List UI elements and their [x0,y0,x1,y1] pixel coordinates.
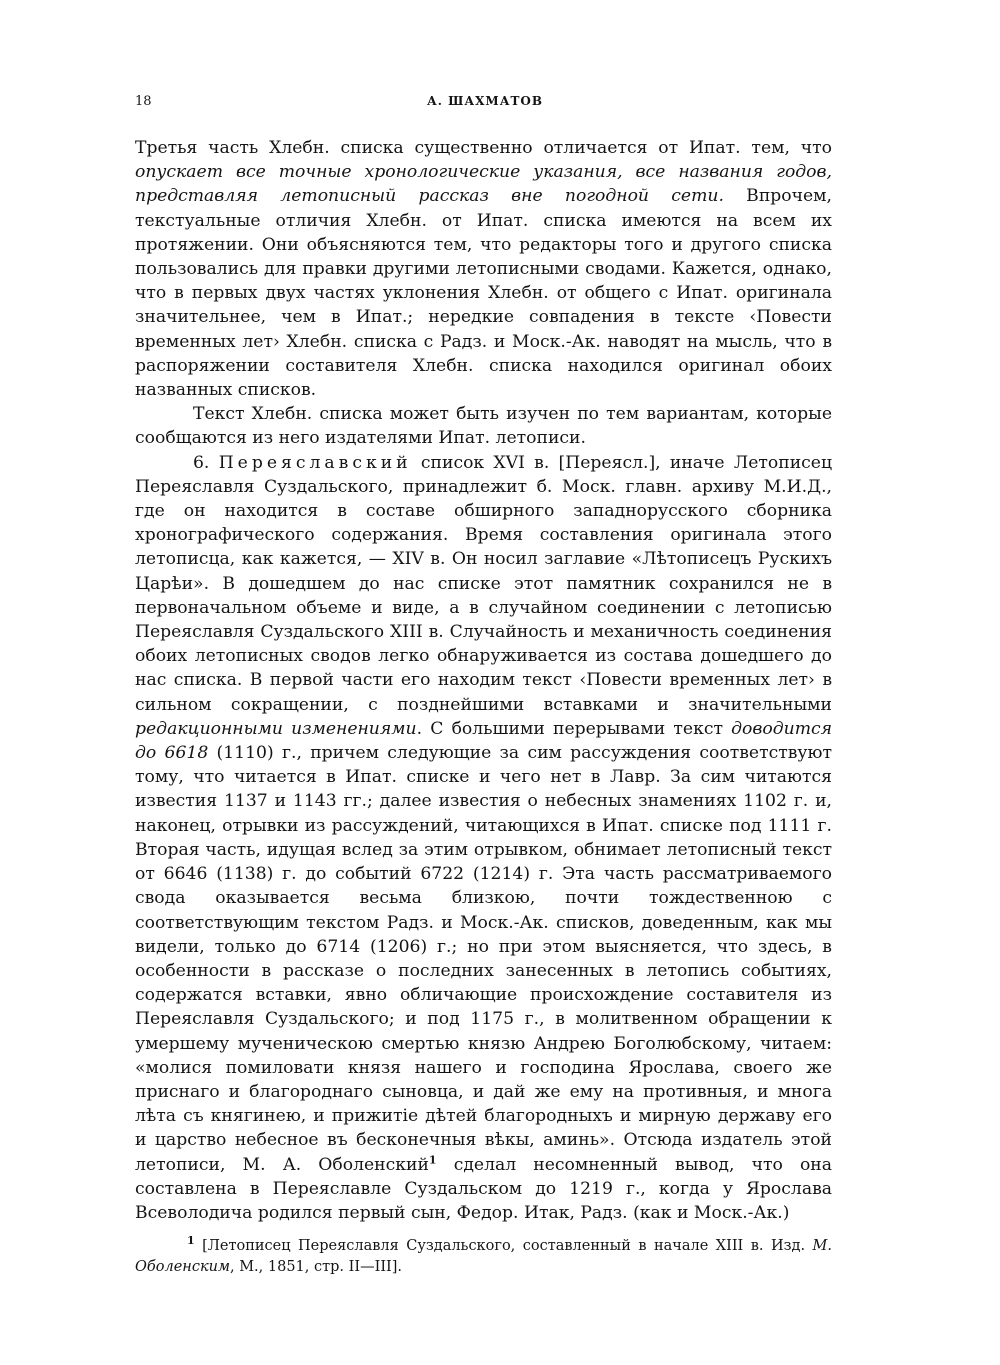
footnote [135,1236,832,1278]
paragraph-3-italic-2: доводится до 6618 [135,718,832,764]
footnote-marker: 1 [187,1234,195,1248]
footnote-text [135,1236,832,1278]
body-text [135,136,832,1225]
spaced-term: Переяславский [218,452,412,473]
paragraph-1-text-c: Впрочем, текстуальные отличия Хлебн. от Ипат. списка имеются на всем их протяжении. Они объясняются тем, что редакторы того и другого списка пользовались для правки другими летописными сводами. Кажется, однако, что в первых двух частях уклонения Хлебн. от общего с Ипат. оригинала значительнее, чем в Ипат.; нередкие совпадения в тексте ‹Повести временных лет› Хлебн. списка с Радз. и Моск.-Ак. наводят на мысль, что в распоряжении составителя Хлебн. списка находился оригинал обоих названных списков. [135,186,832,401]
page-header [135,94,835,116]
section-number: 6. [193,452,219,473]
paragraph-3-text-c: (1110) г., причем следующие за сим рассуждения соответствуют тому, что читается в Ипат. списке и чего нет в Лавр. За сим читаются известия 1137 и 1143 гг.; далее известия о небесных знамениях 1102 г. и, наконец, отрывки из рассуждений, читающихся в Ипат. списке под 1111 г. Вторая часть, идущая вслед за этим отрывком, обнимает летописный текст от 6646 (1138) г. до событий 6722 (1214) г. Эта часть рассматриваемого свода оказывается весьма близкою, почти тождественною с соответствующим текстом Радз. и Моск.-Ак. списков, доведенным, как мы видели, только до 6714 (1206) г.; но при этом выясняется, что здесь, в особенности в рассказе о последних занесенных в летопись событиях, содержатся вставки, явно обличающие происхождение составителя из Переяславля Суздальского; и под 1175 г., в молитвенном обращении к умершему мученическою смертью князю Андрею Боголюбскому, читаем: «молися помиловати князя нашего и господина Ярослава, своего же приснаго и благороднаго сыновца, и дай же ему на противныя, и многа лѣта съ княгинею, и прижитiе дѣтей благородныхъ и мирную державу его и царство небесное въ бесконечныя вѣкы, аминь». Отсюда издатель этой летописи, М. А. Оболенский [135,743,832,1175]
paragraph-1 [135,136,832,402]
paragraph-3 [135,451,832,1226]
footnote-italic: М. Оболенским [135,1238,832,1275]
paragraph-3-text-a: список XVI в. [Переясл.], иначе Летописец Переяславля Суздальского, принадлежит б. Моск. главн. архиву М.И.Д., где он находится в составе обширного западнорусского сборника хронографического содержания. Время составления оригинала этого летописца, как кажется, — XIV в. Он носил заглавие «Лѣтописецъ Рускихъ Царѣи». В дошедшем до нас списке этот памятник сохранился не в первоначальном объеме и виде, а в случайном соединении с летописью Переяславля Суздальского XIII в. Случайность и механичность соединения обоих летописных сводов легко обнаруживается из состава дошедшего до нас списка. В первой части его находим текст ‹Повести временных лет› в сильном сокращении, с позднейшими вставками и значительными [135,452,832,715]
paragraph-3-italic-1: редакционными изменениями [135,718,417,739]
footnote-text-b: , М., 1851, стр. II—III]. [229,1259,403,1275]
paragraph-2: Текст Хлебн. списка может быть изучен по тем вариантам, которые сообщаются из него издателями Ипат. летописи. [135,404,832,449]
paragraph-3-text-b: . С большими перерывами текст [416,718,732,739]
footnote-text-a: [Летописец Переяславля Суздальского, составленный в начале XIII в. Изд. [194,1238,813,1254]
paragraph-1-text-a: Третья часть Хлебн. списка существенно отличается от Ипат. тем, что [135,138,832,158]
running-head: А. ШАХМАТОВ [426,94,543,108]
paragraph-3-text-d: сделал несомненный вывод, что она составлена в Переяславле Суздальском до 1219 г., когда у Ярослава Всеволодича родился первый сын, Федор. Итак, Радз. (как и Моск.-Ак.) [135,1154,832,1223]
footnote-ref[interactable]: 1 [428,1152,437,1166]
paragraph-1-italic: опускает все точные хронологические указания, все названия годов, представляя летописный рассказ вне погодной сети. [135,162,832,207]
page-number: 18 [135,94,152,109]
